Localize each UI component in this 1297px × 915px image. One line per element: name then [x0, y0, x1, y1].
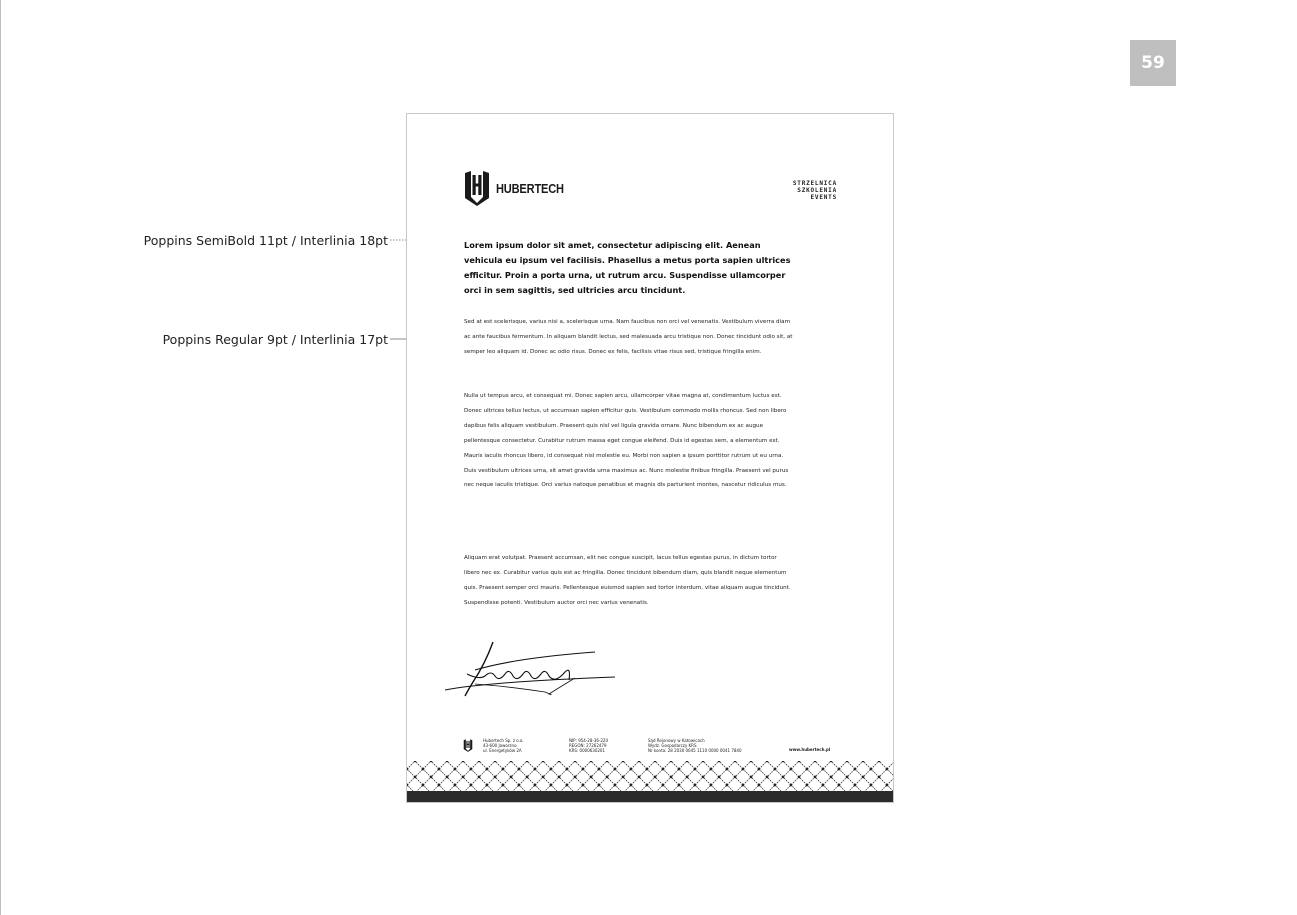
lead-font-annotation: Poppins SemiBold 11pt / Interlinia 18pt: [143, 233, 388, 248]
footer-line: Wydz. Gospodarczy KRS: [648, 743, 697, 748]
tagline-line: STRZELNICA: [792, 180, 837, 187]
hubertech-shield-icon: [463, 739, 473, 752]
footer-website: www.hubertech.pl: [789, 747, 831, 752]
page-number-badge: 59: [1130, 40, 1176, 86]
letter-footer: [463, 738, 839, 758]
footer-line: Sąd Rejonowy w Katowicach: [648, 738, 705, 743]
footer-registration-info: [569, 738, 608, 753]
tagline-line: EVENTS: [810, 194, 837, 201]
footer-line: Hubertech Sp. z o.o.: [483, 738, 524, 743]
tagline-line: SZKOLENIA: [797, 187, 837, 194]
footer-line: ul. Energetyków 2A: [483, 748, 522, 753]
lead-paragraph: Lorem ipsum dolor sit amet, consectetur adipiscing elit. Aenean vehicula eu ipsum vel facilisis. Phasellus a metus porta sapien ultrices efficitur. Proin a porta urna, ut rutrum arcu. Suspendisse ullamcorper orci in sem sagittis, sed ultricies arcu tincidunt.: [464, 240, 791, 295]
tagline: [793, 180, 837, 201]
body-paragraph: Nulla ut tempus arcu, et consequat mi. Donec sapien arcu, ullamcorper vitae magna at, condimentum luctus est. Donec ultrices tellus lectus, ut accumsan sapien efficitur quis. Vestibulum commodo mollis rhoncus. Sed non libero dapibus felis aliquam vestibulum. Praesent quis nisl vel ligula gravida ornare. Nunc bibendum ex ac augue pellentesque consectetur. Curabitur rutrum massa eget congue eleifend. Duis id egestas sem, a elementum est. Mauris iaculis rhoncus libero, id consequat nisl molestie eu. Morbi non sapien a ipsum porttitor rutrum ut eu urna. Duis vestibulum ultrices urna, sit amet gravida urna maximus ac. Nunc molestie finibus fringilla. Praesent vel purus nec neque iaculis tristique. Orci varius natoque penatibus et magnis dis parturient montes, nascetur ridiculus mus.: [464, 393, 789, 489]
decorative-chain-pattern: [407, 761, 894, 791]
footer-line: Nr konta: 28 2030 0045 1110 0000 0041 7840: [648, 748, 742, 753]
footer-line: 43-600 Jaworzno: [483, 743, 517, 748]
footer-line: NIP: 954-28-36-220: [569, 738, 608, 743]
footer-company-info: [483, 738, 524, 753]
hubertech-shield-icon: [463, 170, 491, 206]
footer-dark-band: [407, 791, 894, 803]
footer-line: REGON: 27262479: [569, 743, 607, 748]
footer-line: KRS: 0000630201: [569, 748, 606, 753]
handwritten-signature: [445, 634, 625, 706]
page-left-rule: [0, 0, 1, 915]
body-paragraph: Sed at est scelerisque, varius nisi a, scelerisque urna. Nam faucibus non orci vel venenatis. Vestibulum viverra diam ac ante faucibus fermentum. In aliquam blandit lectus, sed malesuada arcu tristique non. Donec tincidunt odio sit, at semper leo aliquam id. Donec ac odio risus. Donec ex felis, facilisis vitae risus sed, tristique fringilla enim.: [464, 319, 793, 355]
letterhead-sheet: [406, 113, 894, 803]
body-font-annotation: Poppins Regular 9pt / Interlinia 17pt: [162, 332, 388, 347]
company-logo-text: HUBERTECH: [496, 180, 564, 196]
company-logo: [463, 170, 576, 206]
body-paragraph: Aliquam erat volutpat. Praesent accumsan, elit nec congue suscipit, lacus tellus egestas purus, in dictum tortor libero nec ex. Curabitur varius quis est ac fringilla. Donec tincidunt bibendum diam, quis blandit neque elementum quis. Praesent semper orci mauris. Pellentesque euismod sapien sed tortor interdum, vitae aliquam augue tincidunt. Suspendisse potenti. Vestibulum auctor orci nec varius venenatis.: [464, 555, 791, 606]
footer-court-info: [648, 738, 742, 753]
